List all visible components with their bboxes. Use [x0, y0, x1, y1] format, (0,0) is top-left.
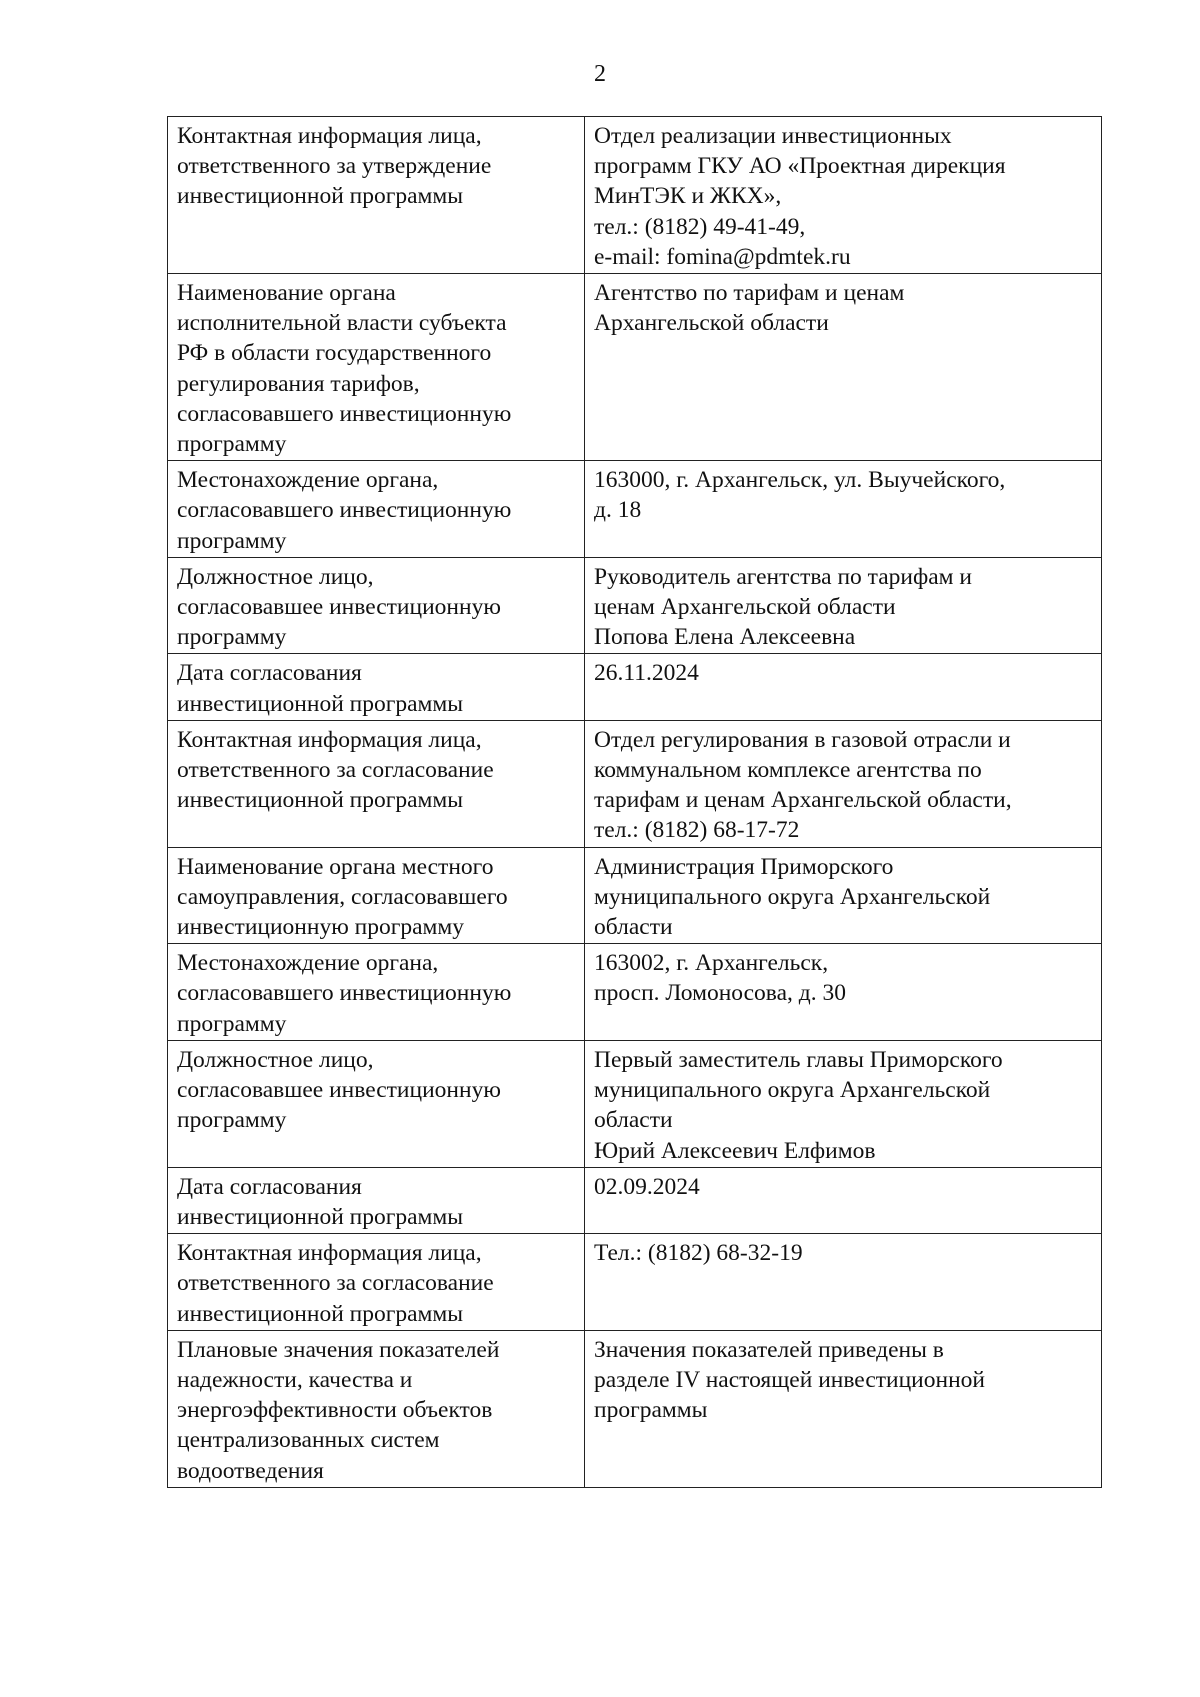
table-row	[168, 944, 1102, 1041]
value-line: муниципального округа Архангельской	[594, 883, 991, 910]
table-row	[168, 117, 1102, 274]
value-line: 02.09.2024	[594, 1173, 700, 1200]
table-row	[168, 1330, 1102, 1487]
table-row	[168, 1167, 1102, 1233]
label-line: ответственного за согласование	[177, 1270, 494, 1297]
label-line: РФ в области государственного	[177, 340, 492, 367]
row-label-cell	[168, 1234, 585, 1331]
value-line: тел.: (8182) 49-41-49,	[594, 213, 806, 240]
row-label-cell	[168, 944, 585, 1041]
label-line: инвестиционную программу	[177, 914, 465, 941]
row-value-cell	[585, 944, 1102, 1041]
row-label-cell	[168, 847, 585, 944]
label-line: Контактная информация лица,	[177, 1240, 482, 1267]
label-line: ответственного за утверждение	[177, 153, 492, 180]
value-line: программ ГКУ АО «Проектная дирекция	[594, 153, 1006, 180]
label-line: согласовавшего инвестиционную	[177, 980, 512, 1007]
value-line: муниципального округа Архангельской	[594, 1077, 991, 1104]
value-line: Архангельской области	[594, 310, 829, 337]
row-value-cell	[585, 117, 1102, 274]
value-line: области	[594, 914, 673, 941]
label-line: программу	[177, 527, 287, 554]
label-line: инвестиционной программы	[177, 690, 464, 717]
table-row	[168, 1040, 1102, 1167]
label-line: исполнительной власти субъекта	[177, 310, 507, 337]
label-line: программу	[177, 624, 287, 651]
label-line: инвестиционной программы	[177, 1203, 464, 1230]
row-value-cell	[585, 847, 1102, 944]
value-line: МинТЭК и ЖКХ»,	[594, 183, 782, 210]
value-line: тел.: (8182) 68-17-72	[594, 817, 800, 844]
row-value-cell	[585, 274, 1102, 461]
row-label-cell	[168, 274, 585, 461]
label-line: водоотведения	[177, 1457, 324, 1484]
label-line: программу	[177, 1010, 287, 1037]
label-line: инвестиционной программы	[177, 183, 464, 210]
value-line: Администрация Приморского	[594, 853, 894, 880]
label-line: Наименование органа	[177, 280, 396, 307]
investment-program-info-table	[167, 116, 1102, 1488]
value-line: Отдел регулирования в газовой отрасли и	[594, 726, 1011, 753]
value-line: просп. Ломоносова, д. 30	[594, 980, 846, 1007]
label-line: ответственного за согласование	[177, 757, 494, 784]
value-line: 26.11.2024	[594, 660, 699, 687]
value-line: Юрий Алексеевич Елфимов	[594, 1137, 876, 1164]
row-label-cell	[168, 654, 585, 720]
row-value-cell	[585, 1167, 1102, 1233]
table-row	[168, 557, 1102, 654]
label-line: инвестиционной программы	[177, 1300, 464, 1327]
row-value-cell	[585, 1040, 1102, 1167]
value-line: коммунальном комплексе агентства по	[594, 757, 982, 784]
value-line: Отдел реализации инвестиционных	[594, 123, 952, 149]
label-line: Дата согласования	[177, 1173, 362, 1200]
value-line: ценам Архангельской области	[594, 594, 896, 621]
row-label-cell	[168, 720, 585, 847]
value-line: д. 18	[594, 497, 642, 524]
label-line: согласовавшего инвестиционную	[177, 400, 512, 427]
label-line: централизованных систем	[177, 1427, 440, 1454]
value-line: 163000, г. Архангельск, ул. Выучейского,	[594, 467, 1006, 494]
label-line: самоуправления, согласовавшего	[177, 883, 508, 910]
value-line: области	[594, 1107, 673, 1134]
page-number: 2	[594, 61, 606, 87]
label-line: согласовавшее инвестиционную	[177, 1077, 501, 1104]
row-label-cell	[168, 117, 585, 274]
value-line: Значения показателей приведены в	[594, 1336, 944, 1363]
label-line: согласовавшее инвестиционную	[177, 594, 501, 621]
value-line: Тел.: (8182) 68-32-19	[594, 1240, 803, 1267]
value-line: разделе IV настоящей инвестиционной	[594, 1366, 985, 1393]
label-line: Дата согласования	[177, 660, 362, 687]
value-line: программы	[594, 1397, 708, 1424]
table-row	[168, 461, 1102, 558]
table-row	[168, 654, 1102, 720]
label-line: Местонахождение органа,	[177, 467, 439, 494]
value-line: Первый заместитель главы Приморского	[594, 1046, 1003, 1073]
label-line: программу	[177, 431, 287, 458]
row-label-cell	[168, 461, 585, 558]
label-line: Контактная информация лица,	[177, 123, 482, 149]
row-label-cell	[168, 1040, 585, 1167]
value-line: e-mail: fomina@pdmtek.ru	[594, 243, 851, 270]
label-line: согласовавшего инвестиционную	[177, 497, 512, 524]
value-line: тарифам и ценам Архангельской области,	[594, 787, 1012, 814]
row-label-cell	[168, 1167, 585, 1233]
row-value-cell	[585, 720, 1102, 847]
row-value-cell	[585, 654, 1102, 720]
table-row	[168, 847, 1102, 944]
value-line: 163002, г. Архангельск,	[594, 950, 829, 977]
label-line: энергоэффективности объектов	[177, 1397, 493, 1424]
label-line: Контактная информация лица,	[177, 726, 482, 753]
label-line: Плановые значения показателей	[177, 1336, 500, 1363]
value-line: Агентство по тарифам и ценам	[594, 280, 905, 307]
value-line: Попова Елена Алексеевна	[594, 624, 856, 651]
row-value-cell	[585, 461, 1102, 558]
table-body	[168, 117, 1102, 1488]
label-line: инвестиционной программы	[177, 787, 464, 814]
label-line: Местонахождение органа,	[177, 950, 439, 977]
row-value-cell	[585, 557, 1102, 654]
label-line: Должностное лицо,	[177, 563, 374, 590]
label-line: программу	[177, 1107, 287, 1134]
label-line: регулирования тарифов,	[177, 370, 420, 397]
value-line: Руководитель агентства по тарифам и	[594, 563, 972, 590]
table-row	[168, 274, 1102, 461]
row-label-cell	[168, 557, 585, 654]
label-line: надежности, качества и	[177, 1366, 413, 1393]
label-line: Наименование органа местного	[177, 853, 494, 880]
table-row	[168, 1234, 1102, 1331]
row-value-cell	[585, 1234, 1102, 1331]
row-label-cell	[168, 1330, 585, 1487]
table-row	[168, 720, 1102, 847]
row-value-cell	[585, 1330, 1102, 1487]
label-line: Должностное лицо,	[177, 1046, 374, 1073]
